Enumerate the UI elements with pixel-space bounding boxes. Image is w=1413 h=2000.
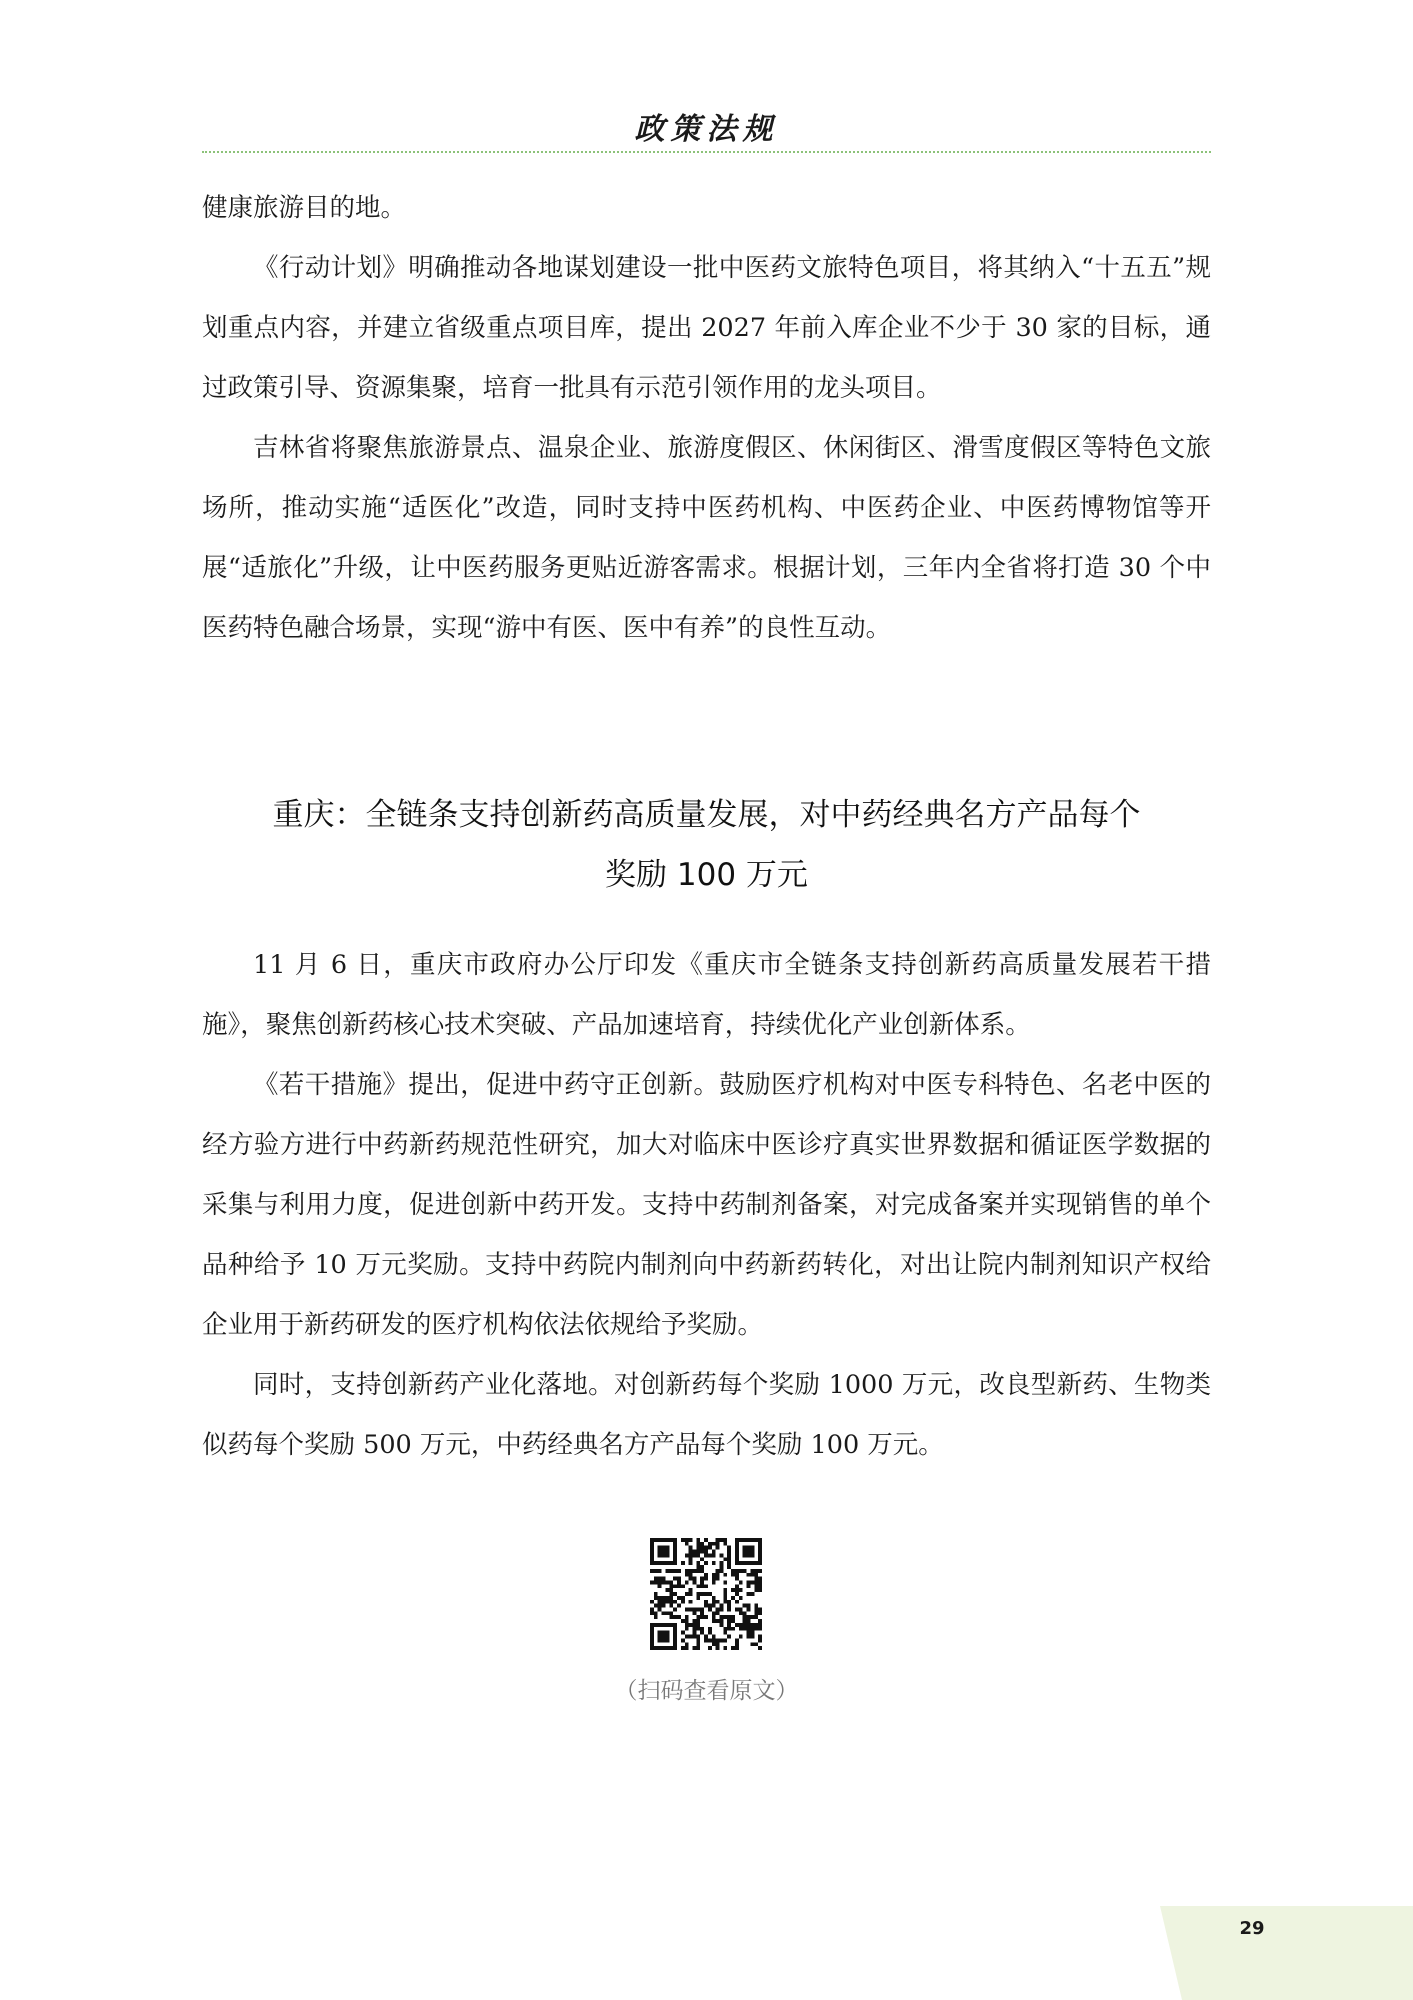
jilin-article-body: [202, 178, 1211, 658]
chongqing-section-heading: [202, 785, 1211, 905]
page-number-tab: [1160, 1906, 1413, 2000]
qr-code-icon[interactable]: [650, 1538, 762, 1650]
paragraph-issuance: 11 月 6 日，重庆市政府办公厅印发《重庆市全链条支持创新药高质量发展若干措施》，聚焦创新药核心技术突破、产品加速培育，持续优化产业创新体系。: [202, 950, 1211, 1040]
paragraph-industrialization: 同时，支持创新药产业化落地。对创新药每个奖励 1000 万元，改良型新药、生物类似药每个奖励 500 万元，中药经典名方产品每个奖励 100 万元。: [202, 1370, 1211, 1460]
paragraph-continuation: 健康旅游目的地。: [202, 193, 407, 223]
paragraph-tcm-innovation: 《若干措施》提出，促进中药守正创新。鼓励医疗机构对中医专科特色、名老中医的经方验方进行中药新药规范性研究，加大对临床中医诊疗真实世界数据和循证医学数据的采集与利用力度，促进创新中药开发。支持中药制剂备案，对完成备案并实现销售的单个品种给予 10 万元奖励。支持中药院内制剂向中药新药转化，对出让院内制剂知识产权给企业用于新药研发的医疗机构依法依规给予奖励。: [202, 1070, 1211, 1340]
chongqing-article-body: [202, 935, 1211, 1475]
header-divider: [202, 151, 1211, 153]
paragraph-action-plan: 《行动计划》明确推动各地谋划建设一批中医药文旅特色项目，将其纳入“十五五”规划重点内容，并建立省级重点项目库，提出 2027 年前入库企业不少于 30 家的目标，通过政策引导、资源集聚，培育一批具有示范引领作用的龙头项目。: [202, 253, 1211, 403]
qr-caption: （扫码查看原文）: [614, 1678, 799, 1704]
page-header-title: 政策法规: [634, 112, 779, 147]
heading-line-1: 重庆：全链条支持创新药高质量发展，对中药经典名方产品每个: [272, 797, 1141, 833]
heading-line-2: 奖励 100 万元: [605, 857, 808, 893]
paragraph-jilin-scenes: 吉林省将聚焦旅游景点、温泉企业、旅游度假区、休闲街区、滑雪度假区等特色文旅场所，推动实施“适医化”改造，同时支持中医药机构、中医药企业、中医药博物馆等开展“适旅化”升级，让中医药服务更贴近游客需求。根据计划，三年内全省将打造 30 个中医药特色融合场景，实现“游中有医、医中有养”的良性互动。: [202, 433, 1211, 643]
page-number: 29: [1239, 1918, 1265, 1939]
